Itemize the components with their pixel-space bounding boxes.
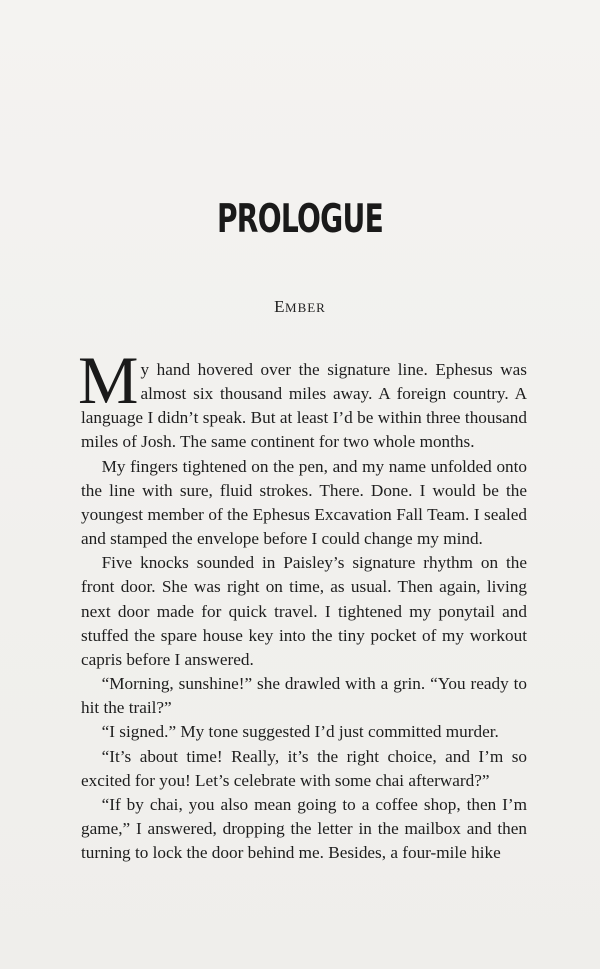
paragraph-7: “If by chai, you also mean going to a coffee shop, then I’m game,” I answered, dropping the letter in the mailbox and then turning to lock the door behind me. Besides, a four-mile hike — [81, 794, 527, 863]
paragraph-2: My fingers tightened on the pen, and my name unfolded onto the line with sure, fluid strokes. There. Done. I would be the youngest member of the Ephesus Excavation Fall Team. I sealed and stamped the envelope before I could change my mind. — [81, 456, 527, 549]
paragraph-6: “It’s about time! Really, it’s the right choice, and I’m so excited for you! Let’s celebrate with some chai afterward?” — [81, 746, 527, 790]
pov-initial: E — [274, 297, 286, 316]
paragraph-1-text: y hand hovered over the signature line. Ephesus was almost six thousand miles away. A foreign country. A language I didn’t speak. But at least I’d be within three thousand miles of Josh. The same continent for two whole months. — [81, 360, 527, 452]
paragraph-1 — [78, 342, 527, 455]
body-text — [78, 342, 527, 865]
paragraph-4: “Morning, sunshine!” she drawled with a grin. “You ready to hit the trail?” — [81, 674, 527, 718]
pov-character-name — [0, 296, 600, 319]
chapter-title: PROLOGUE — [216, 197, 384, 242]
pov-rest: MBER — [285, 300, 326, 315]
paragraph-5: “I signed.” My tone suggested I’d just committed murder. — [101, 722, 499, 742]
drop-cap: M — [78, 342, 139, 418]
paragraph-3: Five knocks sounded in Paisley’s signature rhythm on the front door. She was right on time, as usual. Then again, living next door made for quick travel. I tightened my ponytail and stuffed the spare house key into the tiny pocket of my workout capris before I answered. — [81, 553, 527, 669]
